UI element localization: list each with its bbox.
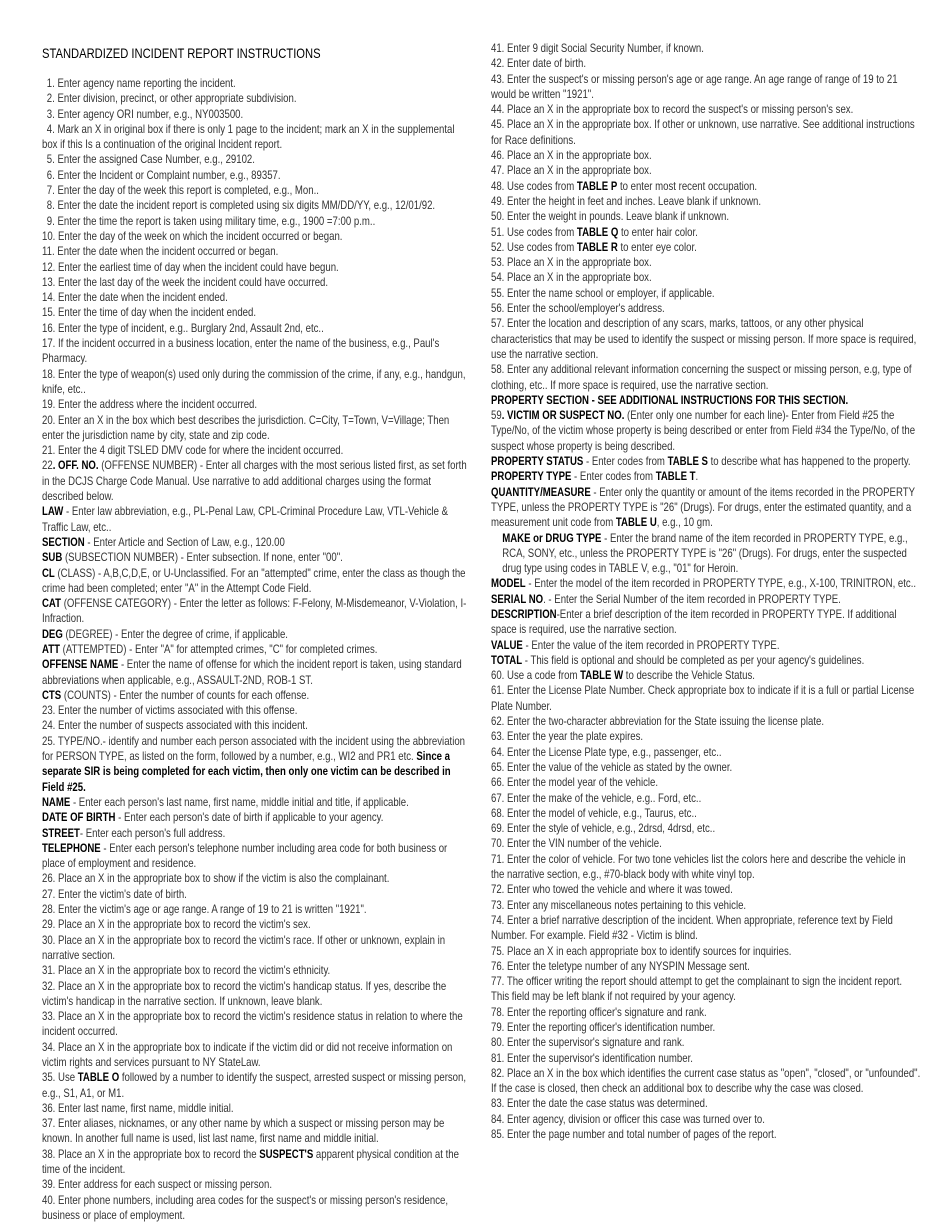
instruction-text: 25. TYPE/NO.- identify and number each person associated with the incident using the abbreviation for PERSON TYPE, as listed on the form, followed by a number, e.g., WI2 and PR1 etc. (42, 733, 466, 764)
instruction-text: apparent physical condition at the time of the incident. (42, 1146, 459, 1177)
bold-term: SERIAL NO (491, 591, 544, 606)
instruction-text: 33. Place an X in the appropriate box to record the victim's residence status in relation to where the incident occurred. (42, 1009, 463, 1039)
bold-term: CAT (42, 596, 62, 611)
instruction-item (42, 305, 472, 320)
instruction-item (491, 760, 921, 775)
instruction-item (491, 729, 921, 744)
instruction-text: (OFFENSE NUMBER) - Enter all charges with the most serious listed first, as set forth in the DCJS Charge Code Manual. Use narrative to add additional charges using the format described below. (42, 458, 467, 504)
instruction-item (42, 244, 472, 259)
instruction-item (42, 397, 472, 412)
instruction-text: , e.g., 10 gm. (656, 515, 713, 530)
instruction-text: (SUBSECTION NUMBER) - Enter subsection. If none, enter "00". (62, 550, 343, 565)
bold-term: NAME (42, 794, 71, 809)
instruction-item (42, 1193, 472, 1224)
instruction-item (491, 1127, 921, 1142)
instruction-item (491, 225, 921, 240)
bold-term: CTS (42, 687, 62, 702)
instruction-text: (OFFENSE CATEGORY) - Enter the letter as follows: F-Felony, M-Misdemeanor, V-Violation, I-Infraction. (42, 596, 467, 626)
instruction-text: 6. Enter the Incident or Complaint number, e.g., 89357. (46, 167, 281, 182)
instruction-text: - Enter the brand name of the item recorded in PROPERTY TYPE, e.g., RCA, SONY, etc., unless the PROPERTY TYPE is "26" (Drugs). For drugs, enter the suspected drug type using codes in TABLE V, e.g., "01" for Heroin. (502, 530, 908, 576)
instruction-item (491, 408, 921, 454)
instruction-text: 9. Enter the time the report is taken using military time, e.g., 1900 =7:00 p.m.. (46, 213, 376, 228)
instruction-item (491, 286, 921, 301)
instruction-item (42, 963, 472, 978)
instruction-text: 58. Enter any additional relevant information concerning the suspect or missing person, e.g, type of clothing, etc.. If more space is required, use the narrative section. (491, 362, 912, 392)
instruction-item (491, 301, 921, 316)
bold-term: TABLE U (615, 515, 657, 530)
instruction-text: 60. Use a code from (491, 668, 581, 683)
instruction-text: - Enter the model of the item recorded in PROPERTY TYPE, e.g., X-100, TRINITRON, etc.. (525, 576, 917, 591)
instruction-text: 38. Place an X in the appropriate box to record the (42, 1146, 260, 1161)
instruction-text: 68. Enter the model of vehicle, e.g., Taurus, etc.. (491, 805, 697, 820)
instruction-item (42, 871, 472, 886)
instruction-item (491, 179, 921, 194)
bold-term: TABLE T (655, 469, 696, 484)
instruction-text: 28. Enter the victim's age or age range. A range of 19 to 21 is written "1921". (42, 902, 367, 917)
instruction-text: 10. Enter the day of the week on which the incident occurred or began. (42, 228, 343, 243)
instruction-item (491, 974, 921, 1005)
instruction-text: (CLASS) - A,B,C,D,E, or U-Unclassified. For an "attempted" crime, enter the class as though the crime had been completed; enter "A" in the Attempt Code Field. (42, 565, 466, 595)
instruction-text: 49. Enter the height in feet and inches. Leave blank if unknown. (491, 193, 762, 208)
instruction-item (42, 933, 472, 964)
instruction-item (491, 852, 921, 883)
instruction-text: - Enter only the quantity or amount of the items recorded in the PROPERTY TYPE, unless the PROPERTY TYPE is "26" (Drugs). For drugs, enter the estimated quantity, and a measurement unit code from (491, 484, 915, 530)
instruction-item (42, 1147, 472, 1178)
instruction-item (42, 229, 472, 244)
instruction-text: 22 (42, 458, 53, 473)
instruction-item (42, 168, 472, 183)
instruction-item (491, 194, 921, 209)
instruction-text: 11. Enter the date when the incident occurred or began. (42, 244, 279, 259)
instruction-text: 73. Enter any miscellaneous notes pertaining to this vehicle. (491, 897, 747, 912)
instruction-text: 85. Enter the page number and total number of pages of the report. (491, 1127, 777, 1142)
instruction-item (42, 183, 472, 198)
bold-term: TABLE Q (576, 224, 619, 239)
instruction-text: to describe what has happened to the property. (707, 454, 911, 469)
instruction-item (42, 627, 472, 642)
instruction-text: to describe the Vehicle Status. (623, 668, 755, 683)
instruction-text: 54. Place an X in the appropriate box. (491, 270, 652, 285)
instruction-item (42, 979, 472, 1010)
instruction-text: 32. Place an X in the appropriate box to record the victim's handicap status. If yes, describe the victim's handicap in the narrative section. If unknown, leave blank. (42, 978, 447, 1008)
instruction-text: 45. Place an X in the appropriate box. If other or unknown, use narrative. See additional instructions for Race definitions. (491, 117, 915, 147)
instruction-item (42, 91, 472, 106)
bold-term: LAW (42, 504, 64, 519)
instruction-text: 67. Enter the make of the vehicle, e.g.. Ford, etc.. (491, 790, 702, 805)
instruction-item (42, 1177, 472, 1192)
instruction-item (42, 214, 472, 229)
instruction-item (42, 917, 472, 932)
instruction-item (42, 596, 472, 627)
instruction-item (491, 653, 921, 668)
bold-term: TOTAL (491, 652, 523, 667)
instruction-text: 26. Place an X in the appropriate box to show if the victim is also the complainant. (42, 871, 390, 886)
instruction-item (491, 821, 921, 836)
instruction-item (491, 959, 921, 974)
instruction-text: 77. The officer writing the report should attempt to get the complainant to sign the incident report. This field may be left blank if not required by your agency. (491, 974, 903, 1004)
instruction-item (42, 795, 472, 810)
bold-term: TELEPHONE (42, 840, 101, 855)
instruction-text: (COUNTS) - Enter the number of counts for each offense. (61, 687, 310, 702)
instruction-text: 53. Place an X in the appropriate box. (491, 255, 652, 270)
instruction-item (491, 745, 921, 760)
instruction-item (491, 1020, 921, 1035)
instruction-item (491, 683, 921, 714)
instruction-item (491, 576, 921, 591)
instruction-item (491, 1112, 921, 1127)
instruction-item (42, 198, 472, 213)
instruction-item (42, 275, 472, 290)
instruction-text: 76. Enter the teletype number of any NYSPIN Message sent. (491, 958, 750, 973)
instruction-text: - This field is optional and should be completed as per your agency's guidelines. (522, 652, 865, 667)
bold-term: MODEL (491, 576, 526, 591)
instruction-text: 16. Enter the type of incident, e.g.. Burglary 2nd, Assault 2nd, etc.. (42, 320, 324, 335)
instruction-text: - Enter the value of the item recorded in PROPERTY TYPE. (522, 637, 780, 652)
instruction-item (491, 714, 921, 729)
instruction-text: 37. Enter aliases, nicknames, or any other name by which a suspect or missing person may be known. In another full name is used, list last name, first name and middle initial. (42, 1116, 445, 1146)
bold-term: MAKE or DRUG TYPE (502, 530, 602, 545)
instruction-text: 40. Enter phone numbers, including area codes for the suspect's or missing person's residence, business or place of employment. (42, 1192, 449, 1222)
instruction-text: 20. Enter an X in the box which best describes the jurisdiction. C=City, T=Town, V=Village; Then enter the jurisdiction name by city, state and zip code. (42, 412, 450, 442)
instruction-item (491, 163, 921, 178)
instruction-item (491, 41, 921, 56)
instruction-item (42, 504, 472, 535)
instruction-text: to enter hair color. (618, 224, 698, 239)
instruction-text: 44. Place an X in the appropriate box to record the suspect's or missing person's sex. (491, 102, 854, 117)
instruction-text: - Enter the name of offense for which the incident report is taken, using standard abbreviations when applicable, e.g., ASSAULT-2ND, ROB-1 ST. (42, 657, 462, 687)
instruction-text: 17. If the incident occurred in a business location, enter the name of the business, e.g., Paul's Pharmacy. (42, 336, 440, 366)
instruction-item (42, 1116, 472, 1147)
instruction-text: 19. Enter the address where the incident occurred. (42, 397, 258, 412)
instruction-text: 62. Enter the two-character abbreviation for the State issuing the license plate. (491, 714, 824, 729)
instruction-item (491, 913, 921, 944)
instruction-item (42, 321, 472, 336)
instruction-item (491, 944, 921, 959)
instruction-text: 31. Place an X in the appropriate box to record the victim's ethnicity. (42, 963, 331, 978)
instruction-item (491, 1005, 921, 1020)
instruction-text: (ATTEMPTED) - Enter "A" for attempted crimes, "C" for completed crimes. (59, 641, 378, 656)
instruction-item (42, 826, 472, 841)
instruction-text: 43. Enter the suspect's or missing person's age or age range. An age range of range of 19 to 21 would be written "1921". (491, 71, 898, 101)
bold-term: SECTION (42, 534, 85, 549)
instruction-item (491, 209, 921, 224)
instruction-text: 34. Place an X in the appropriate box to indicate if the victim did or did not receive information on victim rights and services pursuant to NY StateLaw. (42, 1039, 453, 1069)
instruction-item (42, 152, 472, 167)
instruction-text: 8. Enter the date the incident report is completed using six digits MM/DD/YY, e.g., 12/01/92. (46, 198, 436, 213)
instruction-text: 3. Enter agency ORI number, e.g., NY003500. (46, 106, 244, 121)
instruction-text: 51. Use codes from (491, 224, 577, 239)
instruction-item (491, 592, 921, 607)
instruction-item (491, 240, 921, 255)
instruction-item (491, 148, 921, 163)
instruction-text: 79. Enter the reporting officer's identification number. (491, 1020, 716, 1034)
instruction-text: 57. Enter the location and description of any scars, marks, tattoos, or any other physical characteristics that may be used to identify the suspect or missing person. If more space is required, use the narrative section. (491, 316, 917, 361)
instruction-item (491, 775, 921, 790)
instruction-item (491, 1096, 921, 1111)
instruction-text: - Enter each person's date of birth if applicable to your agency. (115, 810, 384, 825)
instruction-text: 14. Enter the date when the incident ended. (42, 290, 228, 305)
bold-term: VALUE (491, 637, 523, 652)
instruction-item (42, 413, 472, 444)
bold-term: OFFENSE NAME (42, 657, 119, 672)
instruction-text: 52. Use codes from (491, 239, 577, 254)
page-title: STANDARDIZED INCIDENT REPORT INSTRUCTIONS (42, 45, 321, 61)
instruction-item (42, 76, 472, 91)
instruction-text: 4. Mark an X in original box if there is only 1 page to the incident; mark an X in the supplemental box if this Is a continuation of the original Incident report. (42, 121, 455, 152)
instruction-text: -Enter a brief description of the item recorded in PROPERTY TYPE. If additional space is required, use the narrative section. (491, 606, 897, 637)
left-column (42, 44, 472, 1223)
instruction-item (491, 791, 921, 806)
bold-term: PROPERTY SECTION - SEE ADDITIONAL INSTRUCTIONS FOR THIS SECTION. (491, 392, 849, 407)
instruction-item (491, 117, 921, 148)
instruction-text: 47. Place an X in the appropriate box. (491, 163, 652, 178)
bold-term: TABLE S (667, 454, 708, 469)
instruction-item (42, 1101, 472, 1116)
instruction-item (42, 1009, 472, 1040)
instruction-text: 2. Enter division, precinct, or other appropriate subdivision. (46, 91, 297, 106)
instruction-item (42, 902, 472, 917)
instruction-text: 23. Enter the number of victims associated with this offense. (42, 703, 298, 718)
instruction-text: 42. Enter date of birth. (491, 56, 586, 71)
instruction-item (491, 898, 921, 913)
instruction-text: (DEGREE) - Enter the degree of crime, if applicable. (62, 626, 288, 641)
instruction-text: 35. Use (42, 1070, 78, 1085)
instruction-item (491, 255, 921, 270)
instruction-text: 5. Enter the assigned Case Number, e.g., 29102. (46, 152, 255, 167)
bold-term: TABLE W (580, 668, 624, 683)
instruction-item (491, 1035, 921, 1050)
instruction-text: . (695, 469, 699, 484)
instruction-text: - Enter law abbreviation, e.g., PL-Penal Law, CPL-Criminal Procedure Law, VTL-Vehicle & Traffic Law, etc.. (42, 504, 449, 534)
instruction-item (42, 122, 472, 153)
bold-term: DESCRIPTION (491, 606, 557, 621)
instruction-text: 56. Enter the school/employer's address. (491, 301, 665, 316)
instruction-text: 63. Enter the year the plate expires. (491, 729, 644, 744)
bold-term: Since a separate SIR is being completed for each victim, then only one victim can be described in Field #25. (42, 749, 451, 794)
bold-term: TABLE R (576, 239, 618, 254)
bold-term: PROPERTY TYPE (491, 469, 572, 484)
instruction-item (42, 688, 472, 703)
instruction-text: 39. Enter address for each suspect or missing person. (42, 1177, 272, 1192)
instruction-item (42, 550, 472, 565)
instruction-text: 72. Enter who towed the vehicle and where it was towed. (491, 882, 733, 897)
instruction-item (491, 393, 921, 408)
bold-term: CL (42, 565, 55, 580)
instruction-text: 75. Place an X in each appropriate box to identify sources for inquiries. (491, 943, 792, 958)
instruction-text: 69. Enter the style of vehicle, e.g., 2drsd, 4drsd, etc.. (491, 821, 716, 836)
instruction-text: 84. Enter agency, division or officer this case was turned over to. (491, 1111, 765, 1126)
instruction-text: 78. Enter the reporting officer's signature and rank. (491, 1004, 707, 1019)
instruction-item (491, 270, 921, 285)
instruction-item (491, 469, 921, 484)
instruction-item (491, 56, 921, 71)
instruction-text: 27. Enter the victim's date of birth. (42, 886, 187, 901)
instruction-item (42, 566, 472, 597)
instruction-item (491, 882, 921, 897)
instruction-text: 30. Place an X in the appropriate box to record the victim's race. If other or unknown, explain in narrative section. (42, 932, 446, 962)
instruction-text: 65. Enter the value of the vehicle as stated by the owner. (491, 759, 733, 774)
instruction-item (42, 1040, 472, 1071)
instruction-item (42, 1070, 472, 1101)
instruction-text: 81. Enter the supervisor's identification number. (491, 1050, 693, 1065)
instruction-text: 83. Enter the date the case status was determined. (491, 1096, 708, 1111)
instruction-item (42, 107, 472, 122)
instruction-item (491, 485, 921, 531)
instruction-text: 13. Enter the last day of the week the incident could have occurred. (42, 274, 329, 289)
instruction-text: 7. Enter the day of the week this report is completed, e.g., Mon.. (46, 183, 319, 198)
instruction-item (42, 443, 472, 458)
instruction-text: - Enter each person's full address. (79, 825, 226, 840)
instruction-text: 50. Enter the weight in pounds. Leave blank if unknown. (491, 209, 730, 224)
bold-term: ATT (42, 641, 60, 656)
instruction-text: 24. Enter the number of suspects associated with this incident. (42, 718, 308, 733)
instruction-text: - Enter each person's telephone number including area code for both business or place of employment and residence. (42, 840, 448, 871)
instruction-text: - Enter each person's last name, first name, middle initial and title, if applicable. (70, 794, 409, 809)
bold-term: DATE OF BIRTH (42, 810, 116, 825)
right-column (491, 41, 921, 1142)
instruction-item (42, 642, 472, 657)
instruction-item (491, 638, 921, 653)
bold-term: . OFF. NO. (52, 458, 99, 473)
instruction-text: to enter most recent occupation. (617, 178, 758, 193)
instruction-text: 71. Enter the color of vehicle. For two tone vehicles list the colors here and describe the vehicle in the narrative section, e.g., #70-black body with white vinyl top. (491, 851, 906, 882)
instruction-text: 29. Place an X in the appropriate box to record the victim's sex. (42, 917, 311, 932)
instruction-text: 61. Enter the License Plate Number. Check appropriate box to indicate if it is a full or partial License Plate Number. (491, 683, 915, 713)
bold-term: SUSPECT'S (259, 1146, 314, 1161)
instruction-item (491, 362, 921, 393)
instruction-text: 48. Use codes from (491, 178, 577, 193)
instruction-item (42, 290, 472, 305)
instruction-text: 70. Enter the VIN number of the vehicle. (491, 836, 662, 851)
instruction-item (491, 531, 921, 577)
instruction-item (42, 336, 472, 367)
instruction-text: 64. Enter the License Plate type, e.g., passenger, etc.. (491, 744, 722, 759)
instruction-text: 55. Enter the name school or employer, if applicable. (491, 285, 715, 300)
instruction-text: 41. Enter 9 digit Social Security Number, if known. (491, 41, 704, 55)
instruction-item (42, 260, 472, 275)
instruction-text: 59 (491, 408, 502, 423)
instruction-item (42, 367, 472, 398)
instruction-text: 12. Enter the earliest time of day when the incident could have begun. (42, 259, 339, 274)
instruction-text: 82. Place an X in the box which identifies the current case status as "open", "closed", or "unfounded". If the case is closed, then check an additional box to describe why the case was closed. (491, 1065, 921, 1096)
instruction-item (42, 703, 472, 718)
instruction-item (42, 718, 472, 733)
instruction-item (491, 607, 921, 638)
instruction-item (491, 72, 921, 103)
bold-term: TABLE P (576, 178, 618, 193)
instruction-text: . - Enter the Serial Number of the item recorded in PROPERTY TYPE. (543, 591, 841, 606)
instruction-item (42, 810, 472, 825)
instruction-text: 80. Enter the supervisor's signature and rank. (491, 1035, 685, 1050)
instruction-text: - Enter codes from (583, 454, 668, 469)
bold-term: PROPERTY STATUS (491, 454, 584, 469)
instruction-item (491, 806, 921, 821)
instruction-text: to enter eye color. (617, 239, 697, 254)
instruction-text: 36. Enter last name, first name, middle initial. (42, 1100, 234, 1115)
instruction-text: (Enter only one number for each line)- Enter from Field #25 the Type/No, of the victim whose property is being described or enter from Field #34 the Type/No, of the suspect whose property is being described. (491, 408, 916, 453)
instruction-item (42, 535, 472, 550)
instruction-text: 21. Enter the 4 digit TSLED DMV code for where the incident occurred. (42, 443, 344, 458)
instruction-item (42, 887, 472, 902)
instruction-text: - Enter codes from (571, 469, 656, 484)
bold-term: QUANTITY/MEASURE (491, 484, 591, 499)
instruction-item (42, 657, 472, 688)
instruction-item (491, 668, 921, 683)
instruction-item (491, 102, 921, 117)
instruction-item (42, 734, 472, 795)
instruction-text: followed by a number to identify the suspect, arrested suspect or missing person, e.g., S1, A1, or M1. (42, 1070, 467, 1100)
instruction-text: 18. Enter the type of weapon(s) used only during the commission of the crime, if any, e.g., handgun, knife, etc.. (42, 366, 466, 396)
instruction-item (491, 1051, 921, 1066)
bold-term: . VICTIM OR SUSPECT NO. (501, 408, 625, 423)
instruction-text: 66. Enter the model year of the vehicle. (491, 775, 659, 790)
instruction-text: 1. Enter agency name reporting the incident. (46, 76, 236, 90)
bold-term: TABLE O (77, 1070, 120, 1085)
bold-term: STREET (42, 825, 80, 840)
instruction-text: 15. Enter the time of day when the incident ended. (42, 305, 257, 320)
instruction-item (491, 1066, 921, 1097)
instruction-item (491, 836, 921, 851)
instruction-item (42, 458, 472, 504)
instruction-item (42, 841, 472, 872)
instruction-text: 74. Enter a brief narrative description of the incident. When appropriate, reference text by Field Number. For example. Field #32 - Victim is blind. (491, 912, 893, 943)
instruction-text: 46. Place an X in the appropriate box. (491, 148, 652, 163)
instruction-text: - Enter Article and Section of Law, e.g., 120.00 (84, 534, 285, 549)
instruction-item (491, 316, 921, 362)
instruction-item (491, 454, 921, 469)
bold-term: DEG (42, 626, 63, 641)
bold-term: SUB (42, 550, 63, 565)
